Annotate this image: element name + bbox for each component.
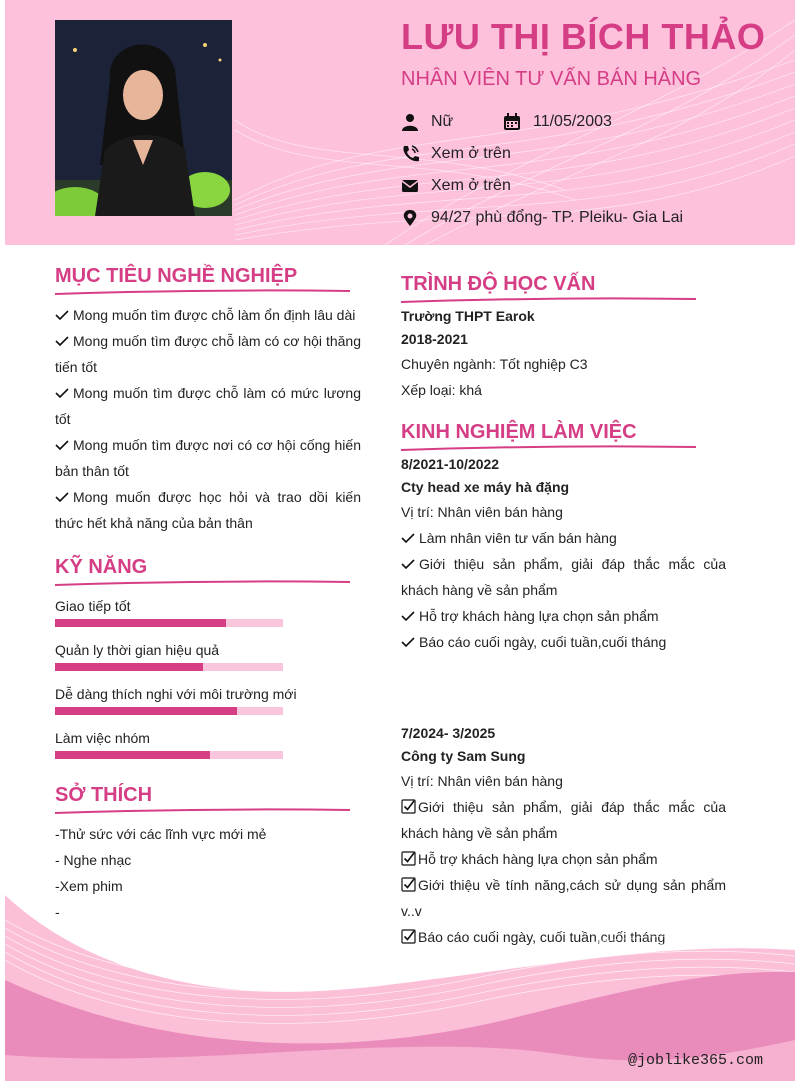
education-title: TRÌNH ĐỘ HỌC VẤN <box>401 273 596 295</box>
checkbox-checked-icon <box>401 799 416 814</box>
school-name: Trường THPT Earok <box>401 308 535 324</box>
phone-icon <box>401 145 419 163</box>
checkmark-icon <box>401 559 415 569</box>
job-task: Giới thiệu sản phẩm, giải đáp thắc mắc của khách hàng về sản phẩm <box>401 799 726 841</box>
hobbies-underline <box>55 806 350 816</box>
objective-item: Mong muốn tìm được chỗ làm có mức lương tốt <box>55 385 361 427</box>
checkmark-icon <box>55 440 69 450</box>
skills-title: KỸ NĂNG <box>55 556 148 578</box>
education-grade: Xếp loại: khá <box>401 382 482 398</box>
education-block <box>401 305 726 351</box>
job-header <box>401 722 726 768</box>
job-task: Giới thiệu về tính năng,cách sử dụng sản phẩm v..v <box>401 877 726 919</box>
skill-bar <box>55 707 283 715</box>
experience-title: KINH NGHIỆM LÀM VIỆC <box>401 421 637 443</box>
email-value: Xem ở trên <box>431 177 511 194</box>
hobby-item: - Nghe nhạc <box>55 852 132 868</box>
objective-item: Mong muốn được học hỏi và trao dồi kiến thức hết khả năng của bản thân <box>55 489 361 531</box>
map-pin-icon <box>401 209 419 227</box>
calendar-icon <box>503 113 521 131</box>
education-details <box>401 351 726 403</box>
job-period: 8/2021-10/2022 <box>401 456 500 472</box>
phone-value: Xem ở trên <box>431 145 511 162</box>
job-header <box>401 453 726 499</box>
skill-bar-fill <box>55 751 210 759</box>
job-company: Cty head xe máy hà đặng <box>401 479 570 495</box>
objective-underline <box>55 287 350 297</box>
gender-row <box>401 113 453 131</box>
envelope-icon <box>401 177 419 195</box>
user-icon <box>401 113 419 131</box>
skill-bar <box>55 663 283 671</box>
job-task: Báo cáo cuối ngày, cuối tuần,cuối tháng <box>401 924 726 950</box>
skill-label: Quản ly thời gian hiệu quả <box>55 642 220 658</box>
education-major: Chuyên ngành: Tốt nghiệp C3 <box>401 356 588 372</box>
job-task: Làm nhân viên tư vấn bán hàng <box>401 525 726 551</box>
skill-label: Dễ dàng thích nghi với môi trường mới <box>55 686 297 702</box>
watermark: @joblike365.com <box>628 1052 764 1069</box>
experience-underline <box>401 443 696 453</box>
skill-label: Giao tiếp tốt <box>55 598 131 614</box>
profile-photo <box>55 20 232 216</box>
checkbox-checked-icon <box>401 851 416 866</box>
job-position: Vị trí: Nhân viên bán hàng <box>401 504 563 520</box>
job-company: Công ty Sam Sung <box>401 748 526 764</box>
skill-bar <box>55 751 283 759</box>
skill-bar-fill <box>55 663 203 671</box>
gender-value: Nữ <box>431 113 454 130</box>
phone-row <box>401 145 511 163</box>
objective-item: Mong muốn tìm được chỗ làm có cơ hội thăng tiến tốt <box>55 333 361 375</box>
hobby-item: -Thử sức với các lĩnh vực mới mẻ <box>55 826 267 842</box>
address-row <box>401 209 683 227</box>
checkmark-icon <box>401 637 415 647</box>
objective-item: Mong muốn tìm được nơi có cơ hội cống hiến bản thân tốt <box>55 437 361 479</box>
email-row <box>401 177 511 195</box>
job-task: Hỗ trợ khách hàng lựa chọn sản phẩm <box>401 846 726 872</box>
school-years: 2018-2021 <box>401 331 468 347</box>
hobbies-title: SỞ THÍCH <box>55 784 153 806</box>
objective-title: MỤC TIÊU NGHỀ NGHIỆP <box>55 265 298 287</box>
job-task: Báo cáo cuối ngày, cuối tuần,cuối tháng <box>401 629 726 655</box>
candidate-name: LƯU THỊ BÍCH THẢO <box>401 16 766 57</box>
objective-list <box>55 302 361 536</box>
job-period: 7/2024- 3/2025 <box>401 725 496 741</box>
checkmark-icon <box>401 611 415 621</box>
skill-bar <box>55 619 283 627</box>
objective-item: Mong muốn tìm được chỗ làm ổn định lâu dài <box>55 302 361 328</box>
footer-wave-decoration <box>5 880 795 1081</box>
checkmark-icon <box>55 492 69 502</box>
skill-bar-fill <box>55 707 237 715</box>
cv-page <box>5 0 795 1081</box>
candidate-job-title: NHÂN VIÊN TƯ VẤN BÁN HÀNG <box>401 68 702 90</box>
education-underline <box>401 295 696 305</box>
skills-underline <box>55 578 350 588</box>
checkmark-icon <box>55 336 69 346</box>
dob-value: 11/05/2003 <box>533 113 612 130</box>
job-task: Giới thiệu sản phẩm, giải đáp thắc mắc của khách hàng về sản phẩm <box>401 556 726 598</box>
job-task: Hỗ trợ khách hàng lựa chọn sản phẩm <box>401 603 726 629</box>
hobby-item: -Xem phim <box>55 878 123 894</box>
checkmark-icon <box>55 388 69 398</box>
job-position: Vị trí: Nhân viên bán hàng <box>401 773 563 789</box>
address-value: 94/27 phù đổng- TP. Pleiku- Gia Lai <box>431 209 684 226</box>
dob-row <box>503 113 612 131</box>
job-details <box>401 499 726 655</box>
checkmark-icon <box>401 533 415 543</box>
skill-bar-fill <box>55 619 226 627</box>
skill-label: Làm việc nhóm <box>55 730 150 746</box>
hobby-item: - <box>55 904 60 920</box>
checkmark-icon <box>55 310 69 320</box>
header-band <box>5 0 795 245</box>
